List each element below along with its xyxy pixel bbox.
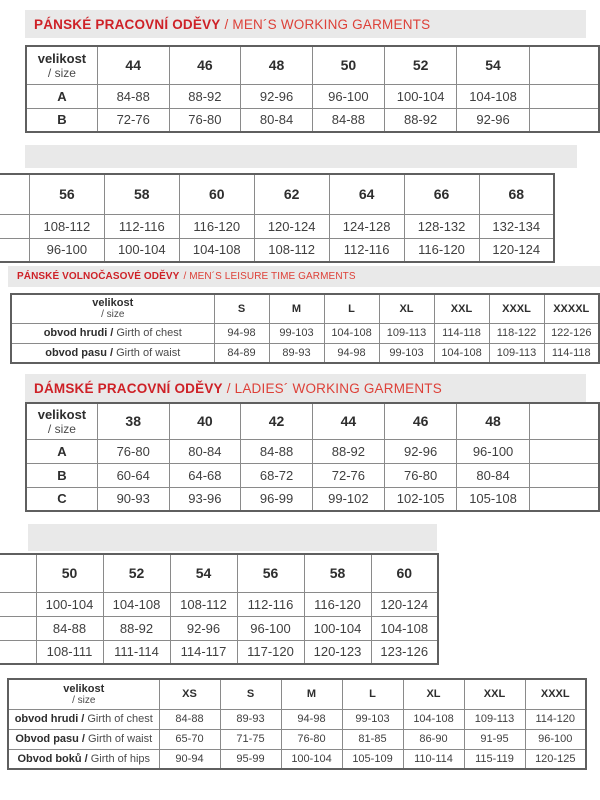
corner-label-english: / size [47,421,76,436]
cut-value-cell [529,487,599,511]
row-label [8,749,159,769]
size-col-header: 46 [169,46,241,84]
row-label-czech: obvod pasu / [45,346,114,359]
value-cell: 60-64 [97,463,169,487]
value-cell: 120-123 [304,640,371,664]
value-cell: 104-108 [179,238,254,262]
value-cell: 115-119 [464,749,525,769]
cut-value-cell [529,439,599,463]
size-col-header: 56 [29,174,104,214]
value-cell: 99-102 [312,487,384,511]
value-cell: 96-100 [525,729,586,749]
value-cell: 64-68 [169,463,241,487]
measurement-row [0,214,554,238]
row-label-english: Girth of chest [116,327,182,339]
row-label-czech: obvod hrudi / [43,327,114,339]
value-cell: 109-113 [489,343,544,363]
value-cell: 80-84 [457,463,529,487]
row-label-english: Girth of chest [87,713,153,725]
value-cell: 104-108 [434,343,489,363]
row-label: B [26,108,97,132]
value-cell: 100-104 [104,238,179,262]
size-corner-cell [11,294,214,323]
value-cell: 88-92 [312,439,384,463]
value-cell: 88-92 [103,616,170,640]
measurement-row [26,487,599,511]
value-cell: 76-80 [281,729,342,749]
value-cell: 65-70 [159,729,220,749]
cut-value-cell [529,108,599,132]
value-cell: 76-80 [169,108,241,132]
row-label [11,323,214,343]
measurement-row [26,439,599,463]
ladies-sizes-table-50-60 [0,553,439,665]
value-cell: 108-112 [254,238,329,262]
value-cell: 120-125 [525,749,586,769]
value-cell: 84-88 [312,108,384,132]
value-cell: 120-124 [254,214,329,238]
size-col-header: L [324,294,379,323]
value-cell: 76-80 [384,463,456,487]
value-cell: 71-75 [220,729,281,749]
value-cell: 89-93 [269,343,324,363]
measurement-row [0,592,438,616]
value-cell: 94-98 [214,323,269,343]
value-cell: 108-112 [170,592,237,616]
row-label [8,709,159,729]
cut-col-header [529,403,599,439]
row-label-english: Girth of waist [116,346,181,359]
size-col-header: XXL [464,679,525,709]
size-col-header: 50 [312,46,384,84]
value-cell: 105-109 [342,749,403,769]
value-cell: 112-116 [104,214,179,238]
value-cell: 84-88 [36,616,103,640]
measurement-row [11,323,599,343]
size-col-header: XXXL [525,679,586,709]
value-cell: 88-92 [169,84,241,108]
heading-czech: DÁMSKÉ PRACOVNÍ ODĚVY [34,380,223,396]
value-cell: 84-88 [97,84,169,108]
value-cell: 128-132 [404,214,479,238]
value-cell: 93-96 [169,487,241,511]
value-cell: 84-88 [241,439,313,463]
size-col-header: XL [379,294,434,323]
value-cell: 99-103 [379,343,434,363]
size-col-header: 66 [404,174,479,214]
size-col-header: XS [159,679,220,709]
row-label [0,616,36,640]
value-cell: 110-114 [403,749,464,769]
mens-sizes-table-56-68 [0,173,555,263]
measurement-row [0,238,554,262]
row-label-english: Girth of waist [88,733,153,745]
value-cell: 94-98 [324,343,379,363]
corner-label-czech: velikost [63,682,105,695]
row-label: C [26,487,97,511]
cut-corner-cell [0,554,36,592]
size-col-header: M [281,679,342,709]
value-cell: 112-116 [237,592,304,616]
size-col-header: 58 [104,174,179,214]
measurement-row [8,709,586,729]
value-cell: 104-108 [324,323,379,343]
size-col-header: XXL [434,294,489,323]
value-cell: 72-76 [312,463,384,487]
row-label-czech: obvod hrudi / [14,713,85,725]
value-cell: 100-104 [281,749,342,769]
size-corner-cell [26,46,97,84]
size-col-header: 40 [169,403,241,439]
size-col-header: S [214,294,269,323]
size-col-header: XXXXL [544,294,599,323]
heading-english: / MEN´S WORKING GARMENTS [224,16,431,32]
value-cell: 99-103 [342,709,403,729]
value-cell: 68-72 [241,463,313,487]
value-cell: 100-104 [384,84,456,108]
value-cell: 92-96 [384,439,456,463]
row-label [0,214,29,238]
measurement-row [8,729,586,749]
value-cell: 109-113 [464,709,525,729]
heading-english: / LADIES´ WORKING GARMENTS [226,380,442,396]
value-cell: 104-108 [103,592,170,616]
corner-label-english: / size [101,309,125,321]
value-cell: 81-85 [342,729,403,749]
value-cell: 112-116 [329,238,404,262]
cut-value-cell [529,463,599,487]
value-cell: 116-120 [179,214,254,238]
value-cell: 92-96 [457,108,529,132]
value-cell: 92-96 [170,616,237,640]
size-header-row [0,174,554,214]
row-label [0,592,36,616]
size-col-header: 52 [103,554,170,592]
row-label [8,729,159,749]
size-col-header: XXXL [489,294,544,323]
value-cell: 86-90 [403,729,464,749]
measurement-row [26,463,599,487]
measurement-row [26,108,599,132]
value-cell: 109-113 [379,323,434,343]
cut-col-header [529,46,599,84]
value-cell: 80-84 [241,108,313,132]
value-cell: 88-92 [384,108,456,132]
size-col-header: 50 [36,554,103,592]
value-cell: 90-93 [97,487,169,511]
value-cell: 96-100 [29,238,104,262]
corner-label-english: / size [72,694,96,706]
row-label: B [26,463,97,487]
mens-leisure-table [10,293,600,364]
divider-band [25,145,577,168]
size-col-header: L [342,679,403,709]
section-heading-mens-working [25,10,586,38]
value-cell: 108-112 [29,214,104,238]
size-corner-cell [8,679,159,709]
size-col-header: 46 [384,403,456,439]
size-col-header: 44 [312,403,384,439]
value-cell: 96-100 [457,439,529,463]
value-cell: 99-103 [269,323,324,343]
value-cell: 117-120 [237,640,304,664]
measurement-row [0,616,438,640]
size-col-header: 52 [384,46,456,84]
value-cell: 100-104 [304,616,371,640]
value-cell: 114-118 [544,343,599,363]
size-header-row [8,679,586,709]
corner-label-czech: velikost [92,297,134,310]
size-header-row [11,294,599,323]
value-cell: 84-89 [214,343,269,363]
value-cell: 114-117 [170,640,237,664]
size-col-header: 54 [170,554,237,592]
size-col-header: 62 [254,174,329,214]
value-cell: 108-111 [36,640,103,664]
row-label-czech: Obvod boků / [17,752,88,765]
size-col-header: S [220,679,281,709]
measurement-row [0,640,438,664]
size-col-header: 56 [237,554,304,592]
value-cell: 116-120 [404,238,479,262]
corner-label-english: / size [47,65,76,80]
size-col-header: 68 [479,174,554,214]
corner-label-czech: velikost [37,406,87,422]
value-cell: 72-76 [97,108,169,132]
value-cell: 132-134 [479,214,554,238]
value-cell: 80-84 [169,439,241,463]
row-label [0,238,29,262]
row-label [0,640,36,664]
corner-label-czech: velikost [37,50,87,66]
value-cell: 96-100 [312,84,384,108]
ladies-sizes-table-38-48 [25,402,600,512]
value-cell: 114-118 [434,323,489,343]
row-label: A [26,439,97,463]
value-cell: 76-80 [97,439,169,463]
size-header-row [26,403,599,439]
value-cell: 100-104 [36,592,103,616]
size-header-row [0,554,438,592]
size-col-header: 38 [97,403,169,439]
value-cell: 104-108 [457,84,529,108]
size-col-header: 54 [457,46,529,84]
value-cell: 118-122 [489,323,544,343]
mens-sizes-table-44-54 [25,45,600,133]
value-cell: 105-108 [457,487,529,511]
value-cell: 84-88 [159,709,220,729]
value-cell: 95-99 [220,749,281,769]
value-cell: 90-94 [159,749,220,769]
value-cell: 104-108 [403,709,464,729]
value-cell: 104-108 [371,616,438,640]
heading-english: / MEN´S LEISURE TIME GARMENTS [183,271,356,282]
row-label: A [26,84,97,108]
size-corner-cell [26,403,97,439]
size-col-header: 42 [241,403,313,439]
ladies-detail-table [7,678,587,770]
row-label-english: Girth of hips [90,752,151,765]
value-cell: 92-96 [241,84,313,108]
value-cell: 96-99 [241,487,313,511]
value-cell: 102-105 [384,487,456,511]
size-col-header: 44 [97,46,169,84]
cut-corner-cell [0,174,29,214]
value-cell: 89-93 [220,709,281,729]
measurement-row [8,749,586,769]
value-cell: 123-126 [371,640,438,664]
value-cell: 114-120 [525,709,586,729]
value-cell: 96-100 [237,616,304,640]
size-col-header: 58 [304,554,371,592]
row-label-czech: Obvod pasu / [15,733,85,745]
section-heading-ladies-working [25,374,586,402]
measurement-row [26,84,599,108]
value-cell: 122-126 [544,323,599,343]
cut-value-cell [529,84,599,108]
row-label [11,343,214,363]
size-col-header: XL [403,679,464,709]
value-cell: 94-98 [281,709,342,729]
value-cell: 120-124 [371,592,438,616]
size-col-header: 60 [371,554,438,592]
size-header-row [26,46,599,84]
value-cell: 111-114 [103,640,170,664]
measurement-row [11,343,599,363]
heading-czech: PÁNSKÉ PRACOVNÍ ODĚVY [34,16,221,32]
size-col-header: 64 [329,174,404,214]
size-col-header: 48 [241,46,313,84]
value-cell: 124-128 [329,214,404,238]
size-col-header: M [269,294,324,323]
heading-czech: PÁNSKÉ VOLNOČASOVÉ ODĚVY [17,271,180,282]
size-col-header: 48 [457,403,529,439]
size-col-header: 60 [179,174,254,214]
section-heading-mens-leisure [8,266,600,287]
value-cell: 120-124 [479,238,554,262]
value-cell: 91-95 [464,729,525,749]
value-cell: 116-120 [304,592,371,616]
divider-band [28,524,437,551]
